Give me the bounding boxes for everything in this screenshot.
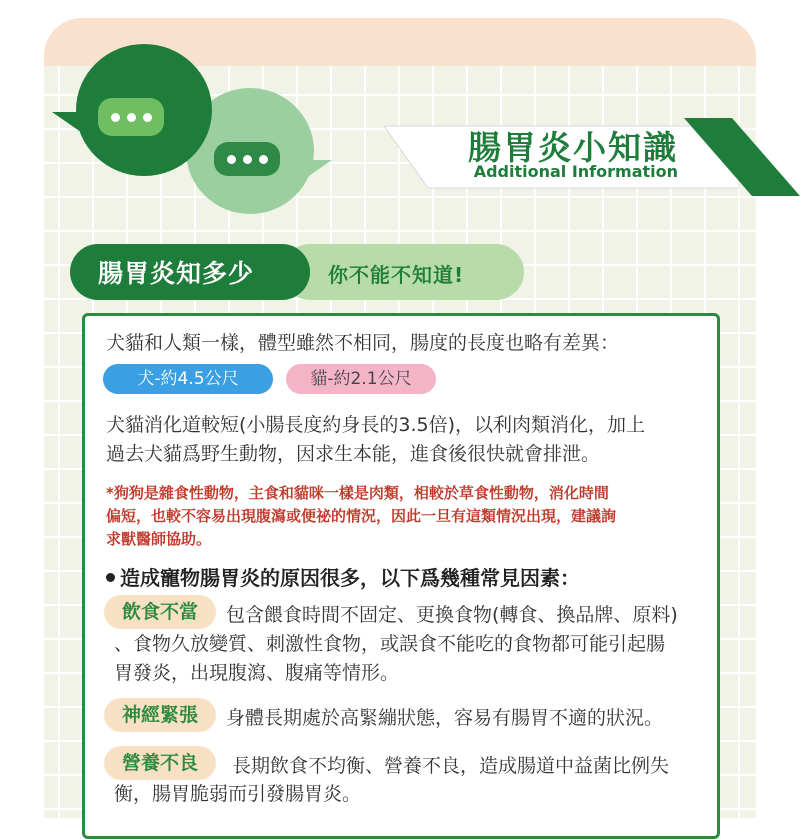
note-line: 偏短，也較不容易出現腹瀉或便祕的情況，因此一旦有這類情況出現，建議詢 [106,507,617,525]
bullet-icon [106,573,115,582]
section-title: 腸胃炎知多少 [98,259,255,288]
cause-line: 、食物久放變質、刺激性食物，或誤食不能吃的食物都可能引起腸 [114,633,666,655]
cat-length-tag: 貓-約2.1公尺 [286,364,436,394]
cause-line: 胃發炎，出現腹瀉、腹痛等情形。 [114,662,400,684]
note-line: 求獸醫師協助。 [106,530,212,548]
cause-label-diet: 飲食不當 [104,595,216,629]
paragraph-line: 過去犬貓爲野生動物，因求生本能，進食後很快就會排泄。 [106,443,601,465]
cause-line: 長期飲食不均衡、營養不良，造成腸道中益菌比例失 [232,755,670,777]
section-subtitle: 你不能不知道! [328,263,465,287]
cause-line: 包含餵食時間不固定、更換食物(轉食、換品牌、原料) [226,604,678,626]
cause-line: 身體長期處於高緊繃狀態，容易有腸胃不適的狀況。 [226,707,664,729]
intro-text: 犬貓和人類一樣，體型雖然不相同，腸度的長度也略有差異： [106,332,620,354]
causes-title: 造成寵物腸胃炎的原因很多，以下爲幾種常見因素： [120,566,580,590]
dog-length-tag: 犬-約4.5公尺 [103,364,273,394]
cause-line: 衡，腸胃脆弱而引發腸胃炎。 [114,783,362,805]
paragraph-line: 犬貓消化道較短(小腸長度約身長的3.5倍)，以利肉類消化，加上 [106,414,646,436]
page-subtitle: Additional Information [473,162,678,181]
note-line: *狗狗是雜食性動物，主食和貓咪一樣是肉類，相較於草食性動物，消化時間 [106,484,609,502]
chat-bubble-tail [280,160,332,196]
cause-label-nerves: 神經緊張 [104,698,216,732]
cause-label-nutrition: 營養不良 [104,746,216,780]
ellipsis-icon [98,98,164,136]
ellipsis-icon [214,142,280,176]
page-title: 腸胃炎小知識 [468,128,678,167]
